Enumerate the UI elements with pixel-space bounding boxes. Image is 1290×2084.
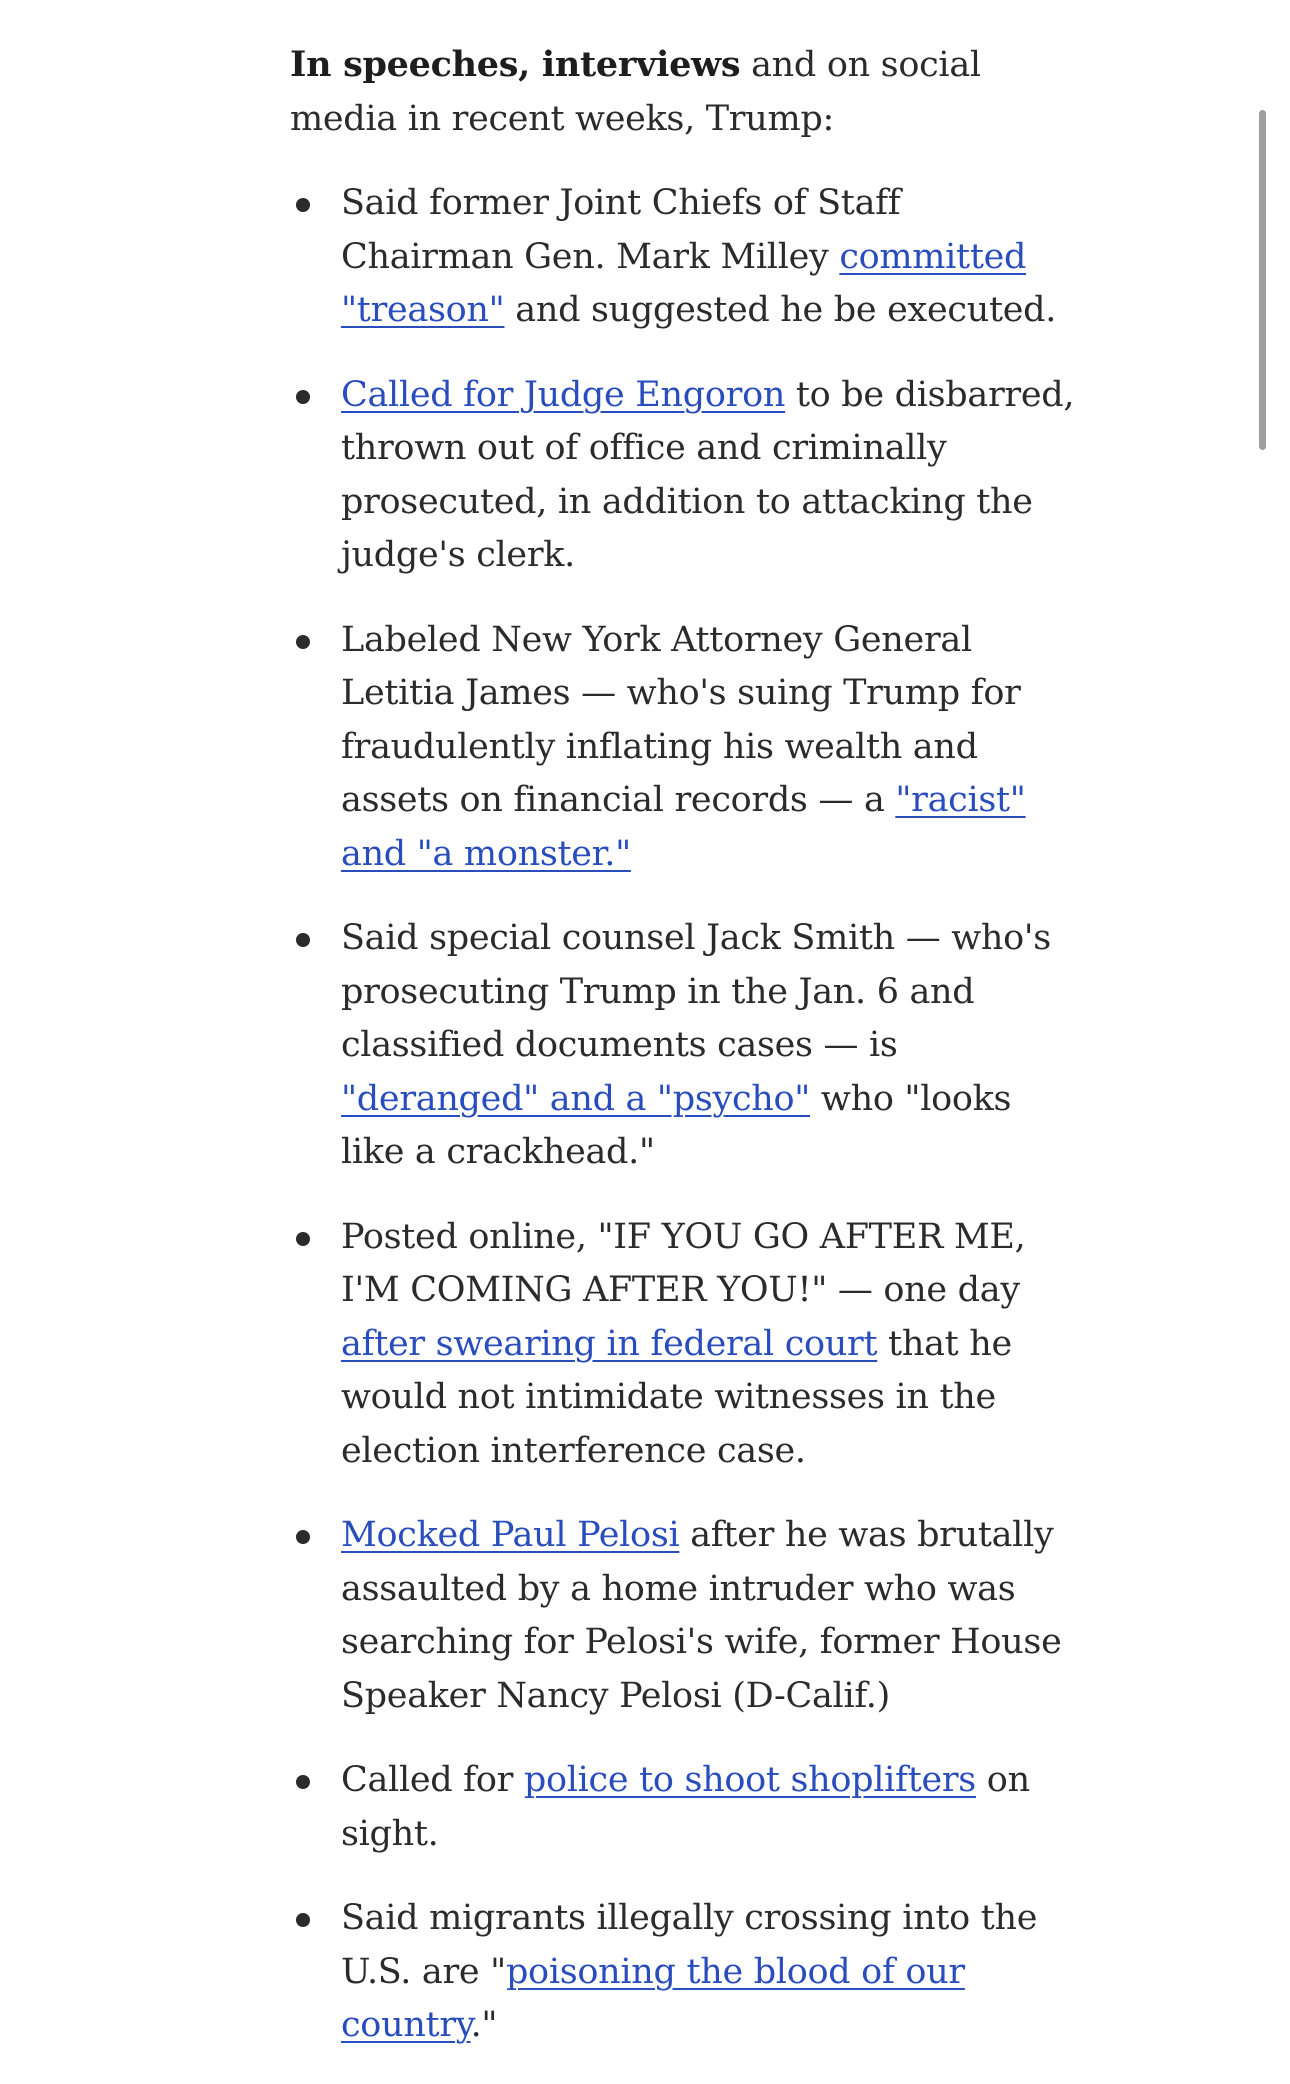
link-poisoning-the-blood[interactable]: poisoning the blood of our country [341,1951,965,2045]
item-text: who "looks like a crackhead." [341,1078,1012,1172]
list-item-jack-smith [290,912,1080,1180]
item-text: to be disbarred, thrown out of office and criminally prosecuted, in addition to attacking the judge's clerk. [341,374,1075,575]
list-item-milley [290,177,1080,338]
link-deranged-psycho[interactable]: "deranged" and a "psycho" [341,1078,811,1119]
intro-text: and on social media in recent weeks, Trump: [290,45,981,139]
article-body [290,38,1080,2084]
item-text: that he would not intimidate witnesses in the election interference case. [341,1323,1012,1471]
list-item-migrants [290,1892,1080,2053]
item-text: Said migrants illegally crossing into the U.S. are " [341,1898,1038,1992]
bullet-icon [296,1775,310,1789]
intro-paragraph [290,38,1080,146]
link-police-to-shoot-shoplifters[interactable]: police to shoot shoplifters [523,1760,976,1800]
item-text: Posted online, "IF YOU GO AFTER ME, I'M COMING AFTER YOU!" — one day [341,1216,1026,1310]
item-text: Said former Joint Chiefs of Staff Chairman Gen. Mark Milley [341,183,901,277]
link-after-swearing-in-federal-court[interactable]: after swearing in federal court [341,1323,878,1364]
bullet-icon [296,933,310,947]
item-text: and suggested he be executed. [504,290,1057,330]
bullet-icon [296,1913,310,1927]
link-racist-monster[interactable]: "racist" and "a monster." [341,780,1026,874]
item-text: ." [470,2005,498,2045]
bullet-icon [296,390,310,404]
list-item-pelosi [290,1509,1080,1723]
link-committed-treason[interactable]: committed "treason" [341,236,1027,330]
item-text: after he was brutally assaulted by a home intruder who was searching for Pelosi's wife, former House Speaker Nancy Pelosi (D-Calif.) [341,1515,1062,1716]
list-item-engoron [290,369,1080,583]
list-item-posted-online [290,1211,1080,1479]
item-text: Labeled New York Attorney General Letitia James — who's suing Trump for fraudulently inflating his wealth and assets on financial records — a [341,619,1021,820]
list-item-letitia-james [290,614,1080,882]
bullet-list [290,177,1080,2053]
item-text: Called for [341,1760,524,1800]
link-mocked-paul-pelosi[interactable]: Mocked Paul Pelosi [341,1515,680,1555]
link-called-for-judge-engoron[interactable]: Called for Judge Engoron [341,374,786,415]
intro-bold-lead: In speeches, interviews [290,44,741,85]
bullet-icon [296,198,310,212]
item-text: on sight. [341,1760,1030,1854]
bullet-icon [296,1232,310,1246]
bullet-icon [296,635,310,649]
list-item-shoplifters [290,1754,1080,1861]
item-text: Said special counsel Jack Smith — who's prosecuting Trump in the Jan. 6 and classified documents cases — is [341,918,1051,1065]
bullet-icon [296,1530,310,1544]
scrollbar[interactable] [1259,110,1266,450]
